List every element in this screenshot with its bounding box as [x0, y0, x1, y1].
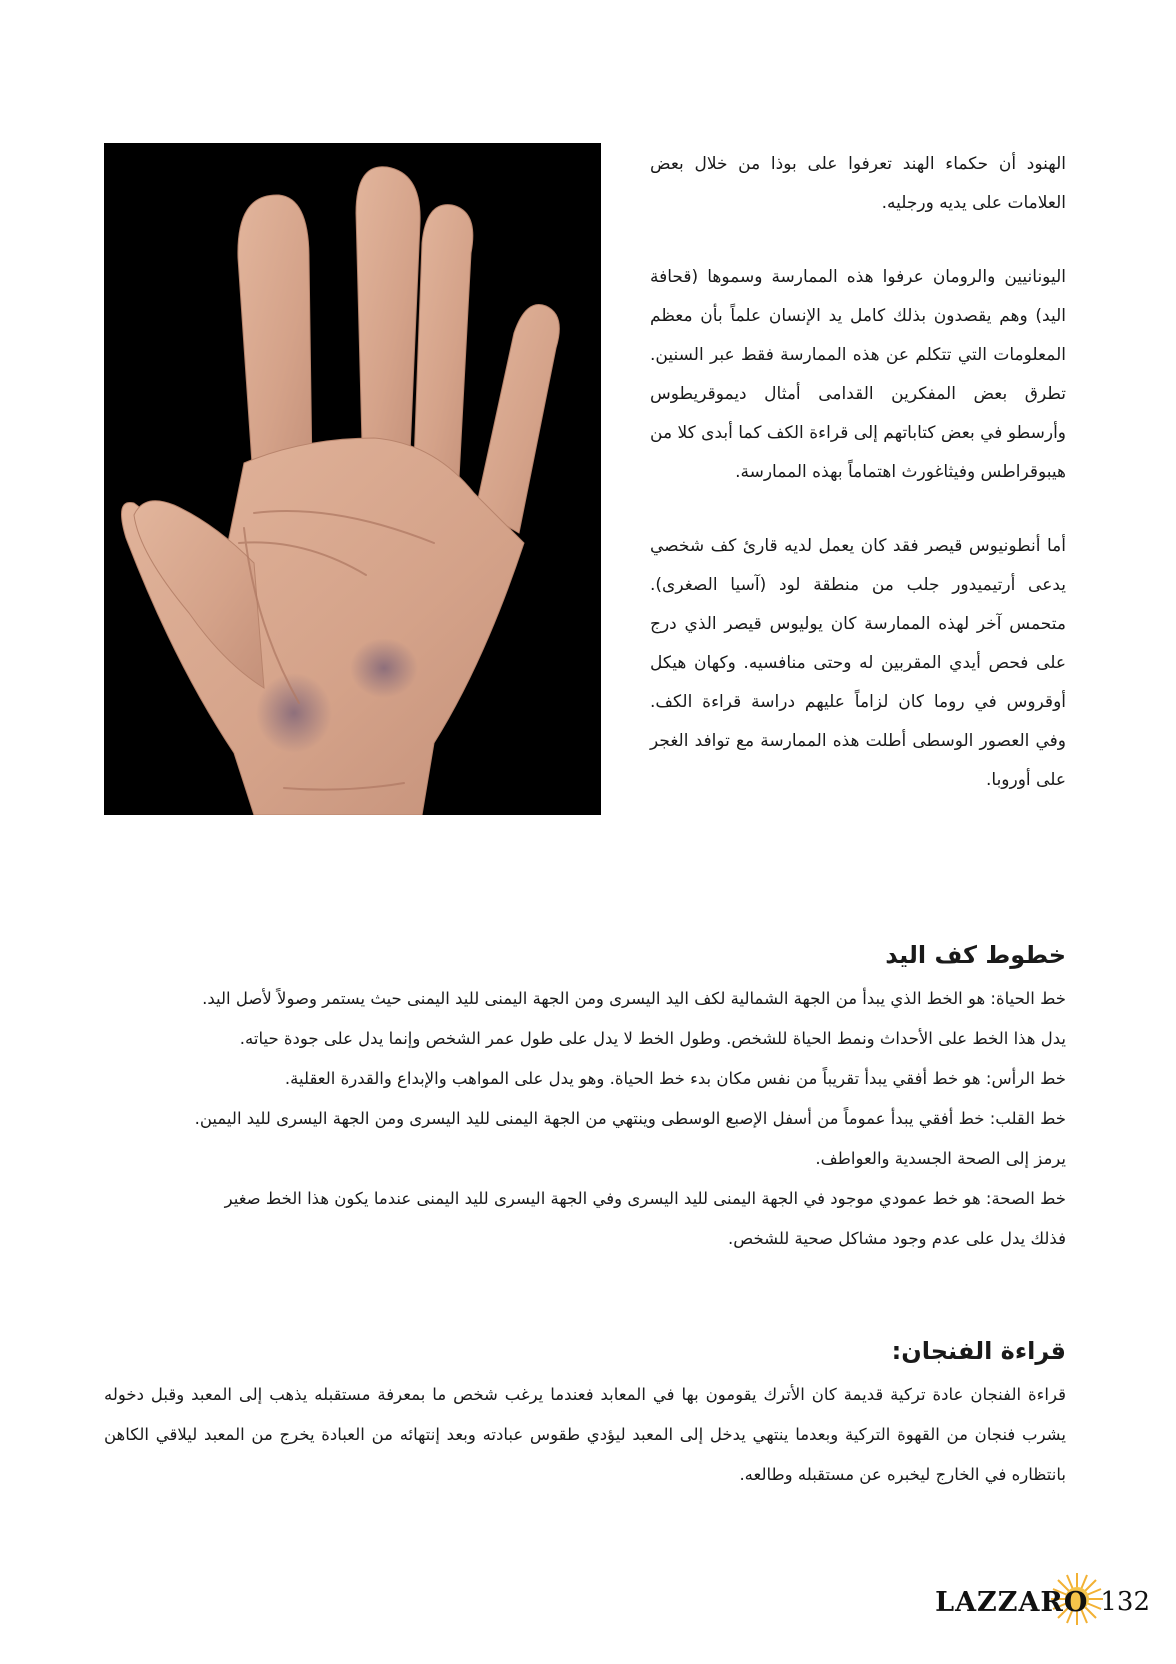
side-column-text	[650, 145, 1066, 835]
antonius-paragraph: أما أنطونيوس قيصر فقد كان يعمل لديه قارئ كف شخصي يدعى أرتيميدور جلب من منطقة لود (آسيا الصغرى). متحمس آخر لهذه الممارسة كان يوليوس قيصر الذي درج على فحص أيدي المقربين له وحتى منافسيه. وكهان هيكل أوقروس في روما كان لزاماً عليهم دراسة قراءة الكف. وفي العصور الوسطى أطلت هذه الممارسة مع توافد الغجر على أوروبا.	[650, 536, 1066, 790]
line-text: يدل هذا الخط على الأحداث ونمط الحياة للشخص. وطول الخط لا يدل على طول عمر الشخص وإنما يدل على جودة حياته.	[239, 1029, 1066, 1048]
brand-name: LAZZARO	[935, 1586, 1089, 1618]
brand-logo	[935, 1587, 1088, 1618]
line-text: خط الرأس: هو خط أفقي يبدأ تقريباً من نفس مكان بدء خط الحياة. وهو يدل على المواهب والإبداع والقدرة العقلية.	[284, 1069, 1066, 1088]
section-title-palm-lines: خطوط كف اليد	[885, 941, 1066, 969]
line-text: يرمز إلى الصحة الجسدية والعواطف.	[815, 1149, 1066, 1168]
palm-lines-section	[104, 935, 1066, 1259]
page-footer	[935, 1578, 1150, 1626]
line-text: خط الحياة: هو الخط الذي يبدأ من الجهة الشمالية لكف اليد اليسرى ومن الجهة اليمنى لليد اليمنى حيث يستمر وصولاً لأصل اليد.	[202, 989, 1066, 1008]
line-text: خط الصحة: هو خط عمودي موجود في الجهة اليمنى لليد اليسرى وفي الجهة اليسرى لليد اليمنى عندما يكون هذا الخط صغير	[224, 1189, 1066, 1208]
line-text: خط القلب: خط أفقي يبدأ عموماً من أسفل الإصبع الوسطى وينتهي من الجهة اليمنى لليد اليسرى ومن الجهة اليسرى لليد اليمين.	[194, 1109, 1066, 1128]
palm-photo	[104, 143, 601, 815]
page-number: 132	[1100, 1587, 1150, 1617]
greek-roman-paragraph: اليونانيين والرومان عرفوا هذه الممارسة وسموها (قحافة اليد) وهم يقصدون بذلك كامل يد الإنسان علماً بأن معظم المعلومات التي تتكلم عن هذه الممارسة فقط عبر السنين. تطرق بعض المفكرين القدامى أمثال ديموقريطوس وأرسطو في بعض كتاباتهم إلى قراءة الكف كما أبدى كلا من هيبوقراطس وفيثاغورث اهتماماً بهذه الممارسة.	[650, 267, 1066, 482]
line-text: فذلك يدل على عدم وجود مشاكل صحية للشخص.	[727, 1229, 1066, 1248]
intro-paragraph: الهنود أن حكماء الهند تعرفوا على بوذا من خلال بعض العلامات على يديه ورجليه.	[650, 154, 1066, 213]
section-title-cup-reading: قراءة الفنجان:	[891, 1337, 1066, 1365]
cup-reading-section	[104, 1331, 1066, 1495]
cup-reading-paragraph: قراءة الفنجان عادة تركية قديمة كان الأترك يقومون بها في المعابد فعندما يرغب شخص ما بمعرفة مستقبله يذهب إلى المعبد وقبل دخوله يشرب فنجان من القهوة التركية وبعدما ينتهي يدخل إلى المعبد ليؤدي طقوس عبادته وبعد إنتهائه من العبادة يخرج من المعبد ليلاقي الكاهن بانتظاره في الخارج ليخبره عن مستقبله وطالعه.	[104, 1385, 1066, 1484]
